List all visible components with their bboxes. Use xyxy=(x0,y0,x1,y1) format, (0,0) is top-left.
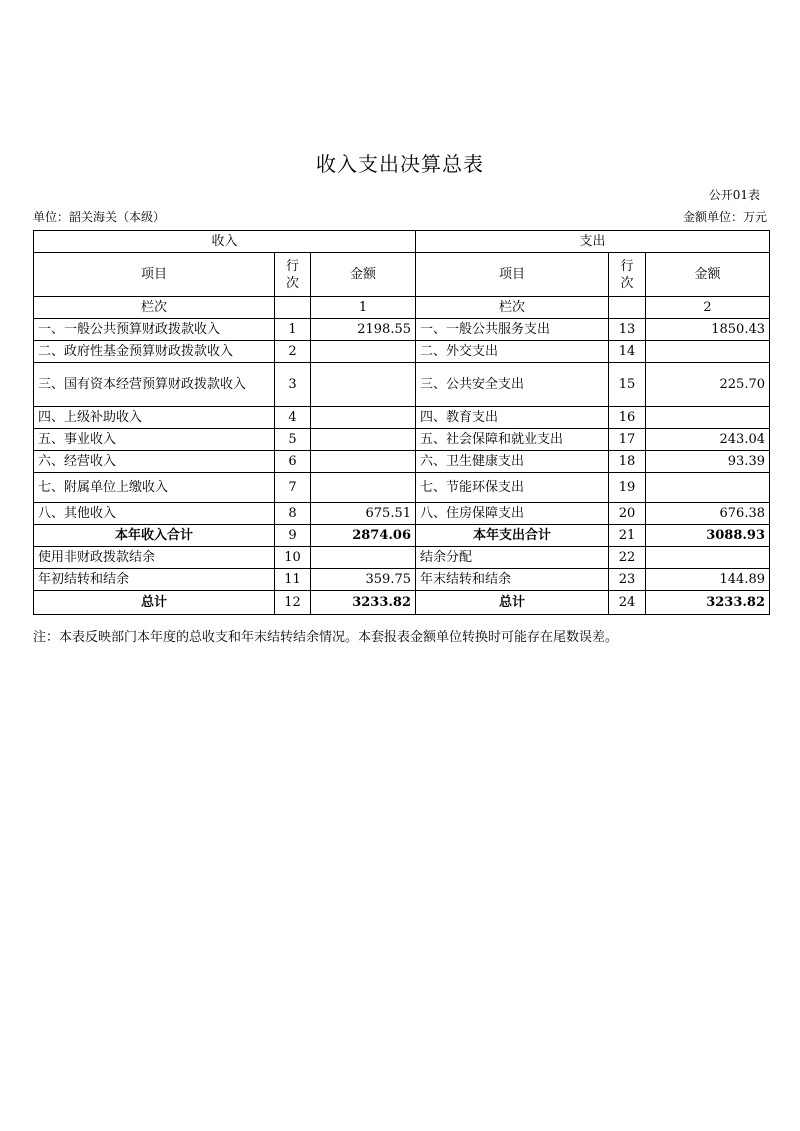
table-row xyxy=(34,407,770,429)
footnote: 注：本表反映部门本年度的总收支和年末结转结余情况。本套报表金额单位转换时可能存在尾数误差。 xyxy=(33,630,619,645)
income-item: 八、其他收入 xyxy=(34,503,275,525)
income-item: 年初结转和结余 xyxy=(34,569,275,591)
income-line-no: 10 xyxy=(275,547,311,569)
income-line-no: 2 xyxy=(275,341,311,363)
income-expense-table xyxy=(33,230,770,615)
income-item: 五、事业收入 xyxy=(34,429,275,451)
table-row xyxy=(34,547,770,569)
expense-column-label: 栏次 xyxy=(416,297,609,319)
income-subtotal-amount: 2874.06 xyxy=(311,525,416,547)
income-total-amount: 3233.82 xyxy=(311,591,416,615)
income-line-no: 12 xyxy=(275,591,311,615)
expense-line-no: 14 xyxy=(609,341,646,363)
expense-header: 支出 xyxy=(416,231,770,253)
income-item: 三、国有资本经营预算财政拨款收入 xyxy=(34,363,275,407)
expense-total-amount: 3233.82 xyxy=(646,591,770,615)
expense-line-no: 19 xyxy=(609,473,646,503)
expense-line-header: 行次 xyxy=(609,253,646,297)
income-item: 七、附属单位上缴收入 xyxy=(34,473,275,503)
table-row xyxy=(34,363,770,407)
expense-line-no: 13 xyxy=(609,319,646,341)
expense-item: 四、教育支出 xyxy=(416,407,609,429)
expense-line-no: 17 xyxy=(609,429,646,451)
income-amount xyxy=(311,473,416,503)
income-item: 六、经营收入 xyxy=(34,451,275,473)
income-line-no: 1 xyxy=(275,319,311,341)
expense-item: 六、卫生健康支出 xyxy=(416,451,609,473)
income-amount: 675.51 xyxy=(311,503,416,525)
reporting-unit: 单位：韶关海关（本级） xyxy=(33,210,166,224)
column-header-row xyxy=(34,253,770,297)
expense-item: 一、一般公共服务支出 xyxy=(416,319,609,341)
total-row xyxy=(34,591,770,615)
income-total-label: 总计 xyxy=(34,591,275,615)
expense-item: 七、节能环保支出 xyxy=(416,473,609,503)
income-line-no: 9 xyxy=(275,525,311,547)
income-column-number: 1 xyxy=(311,297,416,319)
subtotal-row xyxy=(34,525,770,547)
income-line-no: 8 xyxy=(275,503,311,525)
amount-unit: 金额单位：万元 xyxy=(682,210,767,224)
expense-amount xyxy=(646,407,770,429)
form-number: 公开01表 xyxy=(708,188,760,202)
expense-item: 八、住房保障支出 xyxy=(416,503,609,525)
income-item-header: 项目 xyxy=(34,253,275,297)
income-amount xyxy=(311,547,416,569)
expense-line-no: 18 xyxy=(609,451,646,473)
income-line-no: 3 xyxy=(275,363,311,407)
income-amount xyxy=(311,363,416,407)
expense-line-no: 23 xyxy=(609,569,646,591)
expense-amount xyxy=(646,473,770,503)
expense-amount: 243.04 xyxy=(646,429,770,451)
expense-column-number: 2 xyxy=(646,297,770,319)
expense-subtotal-amount: 3088.93 xyxy=(646,525,770,547)
income-subtotal-label: 本年收入合计 xyxy=(34,525,275,547)
expense-amount: 1850.43 xyxy=(646,319,770,341)
expense-item: 结余分配 xyxy=(416,547,609,569)
income-item: 二、政府性基金预算财政拨款收入 xyxy=(34,341,275,363)
expense-line-no: 15 xyxy=(609,363,646,407)
income-item: 使用非财政拨款结余 xyxy=(34,547,275,569)
expense-total-label: 总计 xyxy=(416,591,609,615)
income-amount: 359.75 xyxy=(311,569,416,591)
expense-item: 三、公共安全支出 xyxy=(416,363,609,407)
income-item: 四、上级补助收入 xyxy=(34,407,275,429)
table-row xyxy=(34,429,770,451)
income-amount xyxy=(311,341,416,363)
expense-amount xyxy=(646,547,770,569)
page-title: 收入支出决算总表 xyxy=(316,152,484,176)
expense-item: 二、外交支出 xyxy=(416,341,609,363)
expense-line-no: 21 xyxy=(609,525,646,547)
expense-item: 年末结转和结余 xyxy=(416,569,609,591)
expense-line-no: 24 xyxy=(609,591,646,615)
income-line-no: 7 xyxy=(275,473,311,503)
expense-amount-header: 金额 xyxy=(646,253,770,297)
income-amount: 2198.55 xyxy=(311,319,416,341)
income-header: 收入 xyxy=(34,231,416,253)
income-amount-header: 金额 xyxy=(311,253,416,297)
expense-item-header: 项目 xyxy=(416,253,609,297)
income-line-no: 6 xyxy=(275,451,311,473)
income-line-header: 行次 xyxy=(275,253,311,297)
income-amount xyxy=(311,407,416,429)
column-index-row xyxy=(34,297,770,319)
income-column-label: 栏次 xyxy=(34,297,275,319)
income-line-no: 4 xyxy=(275,407,311,429)
expense-amount: 676.38 xyxy=(646,503,770,525)
table-row xyxy=(34,473,770,503)
expense-line-no: 20 xyxy=(609,503,646,525)
income-amount xyxy=(311,429,416,451)
expense-amount: 225.70 xyxy=(646,363,770,407)
expense-subtotal-label: 本年支出合计 xyxy=(416,525,609,547)
expense-amount xyxy=(646,341,770,363)
section-header-row xyxy=(34,231,770,253)
income-line-no: 11 xyxy=(275,569,311,591)
income-item: 一、一般公共预算财政拨款收入 xyxy=(34,319,275,341)
table-row xyxy=(34,319,770,341)
table-row xyxy=(34,341,770,363)
expense-line-no: 16 xyxy=(609,407,646,429)
expense-amount: 144.89 xyxy=(646,569,770,591)
table-row xyxy=(34,451,770,473)
expense-amount: 93.39 xyxy=(646,451,770,473)
expense-item: 五、社会保障和就业支出 xyxy=(416,429,609,451)
expense-line-no: 22 xyxy=(609,547,646,569)
income-amount xyxy=(311,451,416,473)
income-line-no: 5 xyxy=(275,429,311,451)
table-row xyxy=(34,569,770,591)
table-row xyxy=(34,503,770,525)
